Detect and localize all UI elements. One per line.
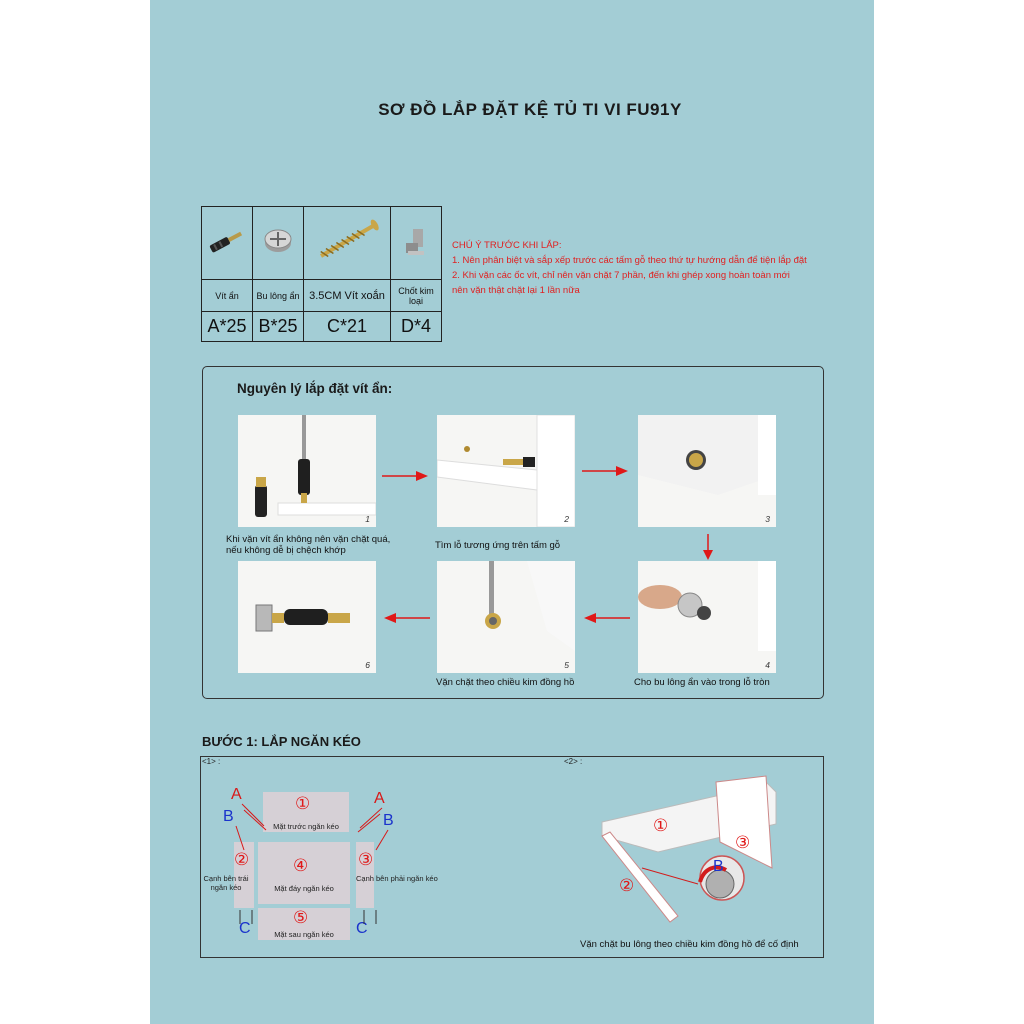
photo-number: 6 xyxy=(365,660,370,670)
notes-line: 2. Khi vặn các ốc vít, chỉ nên vặn chặt 7 phần, đến khi ghép xong hoàn toàn mới xyxy=(452,270,790,281)
part-label: Vít ẩn xyxy=(202,280,253,312)
letter-b: B xyxy=(383,812,394,829)
right-side-label: Cạnh bên phải ngăn kéo xyxy=(356,874,438,883)
part-count: C*21 xyxy=(304,312,391,342)
circled-3: ③ xyxy=(358,850,374,869)
photo-step-1 xyxy=(238,415,376,527)
assembly-arrows-icon xyxy=(230,800,400,930)
letter-c: C xyxy=(239,920,251,937)
photo-step-5 xyxy=(437,561,575,673)
part-label: 3.5CM Vít xoắn xyxy=(304,280,391,312)
circled-4: ④ xyxy=(293,856,309,875)
circled-2: ② xyxy=(619,876,635,895)
left-arrow-icon xyxy=(382,610,432,626)
right-arrow-icon xyxy=(380,468,430,484)
panel-tag: <1> : xyxy=(202,757,221,766)
photo-number: 2 xyxy=(564,514,569,524)
notes-line: 1. Nên phân biệt và sắp xếp trước các tấm gỗ theo thứ tự hướng dẫn để tiện lắp đặt xyxy=(452,255,807,266)
photo-number: 5 xyxy=(564,660,569,670)
assembly-notes xyxy=(452,238,852,298)
part-label: Chốt kim loại xyxy=(391,280,442,312)
part-count: A*25 xyxy=(202,312,253,342)
step1-caption: Vặn chặt bu lông theo chiều kim đồng hồ để cố định xyxy=(580,939,799,950)
back-panel-label: Mặt sau ngăn kéo xyxy=(274,930,334,939)
panel-tag: <2> : xyxy=(564,757,583,766)
label-line: ngăn kéo xyxy=(210,883,242,892)
page-title: SƠ ĐỒ LẮP ĐẶT KỆ TỦ TI VI FU91Y xyxy=(378,100,682,119)
photo-number: 1 xyxy=(365,514,370,524)
part-count: B*25 xyxy=(253,312,304,342)
notes-line: nên vặn thật chặt lại 1 lần nữa xyxy=(452,285,580,296)
letter-a: A xyxy=(374,790,385,807)
down-arrow-icon xyxy=(700,532,716,562)
circled-2: ② xyxy=(234,850,250,869)
drawer-assembly-illustration xyxy=(596,772,796,932)
parts-table xyxy=(201,206,442,342)
caption-line: nếu không dễ bị chệch khớp xyxy=(226,545,346,556)
instruction-sheet xyxy=(150,0,874,1024)
photo-number: 3 xyxy=(765,514,770,524)
photo-number: 4 xyxy=(765,660,770,670)
cam-dowel-icon xyxy=(202,207,253,280)
left-arrow-icon xyxy=(582,610,632,626)
circled-1: ① xyxy=(295,794,311,813)
part-count: D*4 xyxy=(391,312,442,342)
photo-step-4 xyxy=(638,561,776,673)
right-arrow-icon xyxy=(580,463,630,479)
photo-step-6 xyxy=(238,561,376,673)
principle-heading: Nguyên lý lắp đặt vít ẩn: xyxy=(237,381,393,396)
letter-b: B xyxy=(223,808,234,825)
notes-heading: CHÚ Ý TRƯỚC KHI LẮP: xyxy=(452,240,562,251)
letter-b: B xyxy=(713,858,724,875)
part-label: Bu lông ẩn xyxy=(253,280,304,312)
circled-1: ① xyxy=(653,816,669,835)
circled-3: ③ xyxy=(735,833,751,852)
bottom-panel-label: Mặt đáy ngăn kéo xyxy=(274,884,334,893)
front-panel-label: Mặt trước ngăn kéo xyxy=(273,822,339,831)
letter-a: A xyxy=(231,786,242,803)
photo-caption: Vặn chặt theo chiều kim đồng hồ xyxy=(436,677,575,688)
photo-step-2 xyxy=(437,415,575,527)
metal-pin-icon xyxy=(391,207,442,280)
cam-lock-nut-icon xyxy=(253,207,304,280)
step1-heading: BƯỚC 1: LẮP NGĂN KÉO xyxy=(202,734,361,749)
photo-caption: Cho bu lông ẩn vào trong lỗ tròn xyxy=(634,677,770,688)
photo-step-3 xyxy=(638,415,776,527)
label-line: Cạnh bên trái xyxy=(203,874,249,883)
photo-caption xyxy=(226,534,390,556)
photo-caption: Tìm lỗ tương ứng trên tấm gỗ xyxy=(435,540,561,551)
letter-c: C xyxy=(356,920,368,937)
wood-screw-icon xyxy=(304,207,391,280)
circled-5: ⑤ xyxy=(293,908,309,927)
caption-line: Khi vặn vít ẩn không nên vặn chặt quá, xyxy=(226,534,391,545)
